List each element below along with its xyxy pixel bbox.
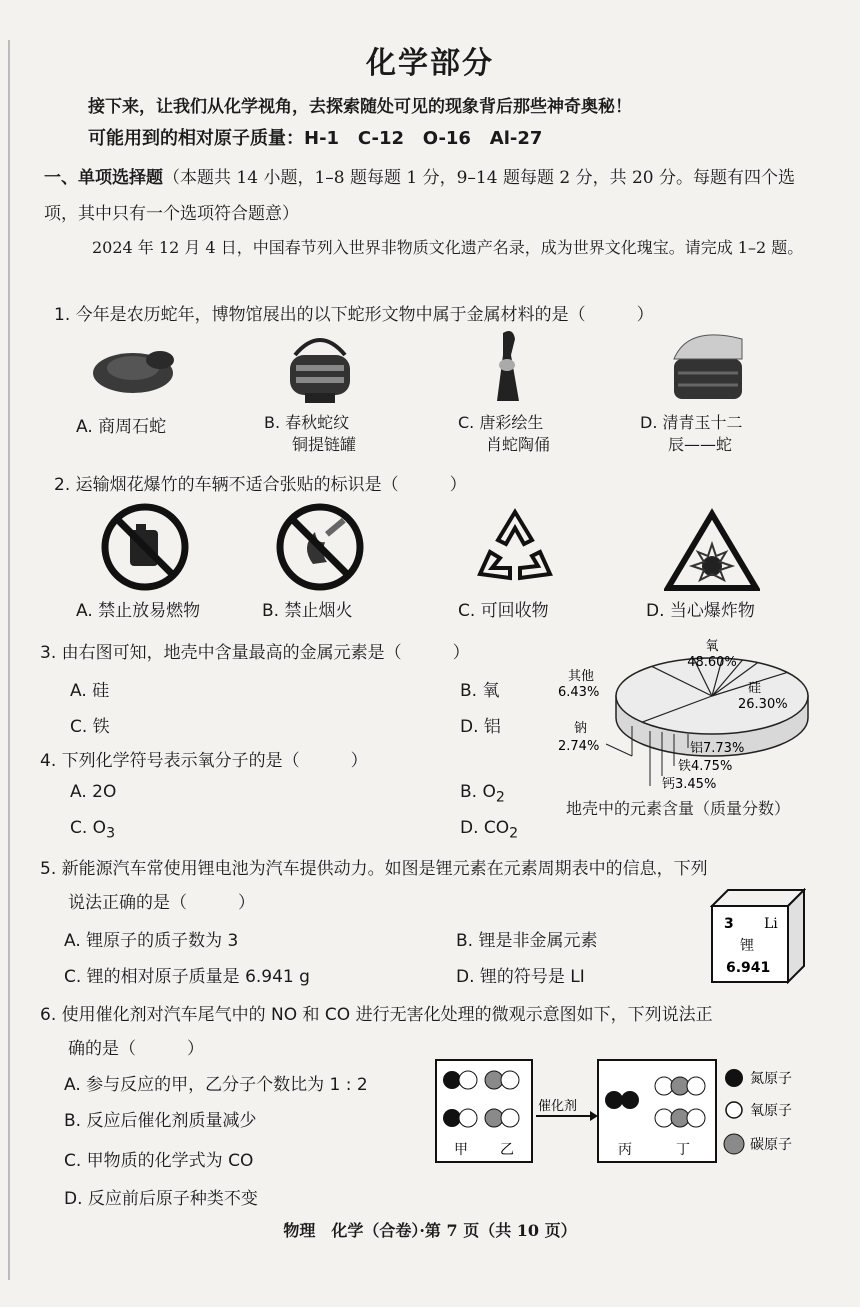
recycle-sign-icon (470, 502, 560, 592)
q6-option-b: B. 反应后催化剂质量减少 (64, 1111, 257, 1131)
li-atomic-number: 3 (724, 916, 734, 932)
pie-value-silicon: 26.30% (738, 697, 788, 712)
pie-label-calcium: 钙3.45% (662, 777, 717, 792)
pie-chart-caption: 地壳中的元素含量（质量分数） (566, 799, 791, 818)
q4-option-b (460, 782, 505, 805)
atomic-mass-values: H-1 C-12 O-16 Al-27 (304, 128, 543, 149)
q4-option-c-text: C. O (70, 818, 107, 838)
q4-option-b-sub: 2 (495, 789, 505, 806)
catalyst-label: 催化剂 (538, 1099, 578, 1114)
legend-carbon-label: 碳原子 (750, 1137, 792, 1153)
q2-stem: 2. 运输烟花爆竹的车辆不适合张贴的标识是（ ） (54, 475, 467, 495)
crust-element-pie-chart (550, 636, 840, 806)
q1-option-c-line1: C. 唐彩绘生 (458, 413, 544, 432)
q6-option-a: A. 参与反应的甲，乙分子个数比为 1 : 2 (64, 1075, 368, 1095)
q5-option-b: B. 锂是非金属元素 (456, 931, 598, 951)
legend-oxygen-label: 氧原子 (750, 1103, 792, 1119)
atomic-mass-label: 可能用到的相对原子质量： (88, 128, 304, 149)
li-symbol: Li (764, 916, 778, 932)
label-ding: 丁 (676, 1142, 690, 1158)
lithium-element-card (710, 888, 806, 984)
no-flammables-sign-icon (100, 502, 190, 592)
legend-oxygen-atom (726, 1102, 742, 1118)
q5-option-c: C. 锂的相对原子质量是 6.941 g (64, 967, 310, 987)
q2-option-d: D. 当心爆炸物 (646, 601, 755, 621)
q2-option-c: C. 可回收物 (458, 601, 549, 621)
context-paragraph: 2024 年 12 月 4 日，中国春节列入世界非物质文化遗产名录，成为世界文化瑰宝。请完成 1–2 题。 (92, 238, 804, 257)
pie-label-silicon: 硅 (748, 681, 762, 696)
q1-option-b (264, 412, 356, 456)
q4-option-c-sub: 3 (106, 825, 116, 842)
pie-label-oxygen: 氧 (705, 639, 719, 654)
q5-option-d: D. 锂的符号是 LI (456, 967, 585, 987)
pie-value-other: 6.43% (558, 685, 600, 700)
q3-option-b: B. 氧 (460, 681, 500, 701)
reaction-diagram (434, 1056, 814, 1168)
intro-text: 接下来，让我们从化学视角，去探索随处可见的现象背后那些神奇奥秘！ (88, 97, 632, 117)
section-title: 一、单项选择题 (44, 168, 163, 188)
label-bing: 丙 (618, 1142, 632, 1158)
q4-option-d-text: D. CO (460, 818, 510, 838)
q3-option-d: D. 铝 (460, 717, 501, 737)
q1-option-b-line2: 铜提链罐 (292, 435, 357, 454)
pie-label-sodium: 钠 (574, 721, 588, 736)
q5-stem-line1: 5. 新能源汽车常使用锂电池为汽车提供动力。如图是锂元素在元素周期表中的信息，下列 (40, 859, 708, 879)
q4-option-d (460, 818, 518, 841)
jade-snake-image (668, 325, 748, 405)
no-fire-sign-icon (275, 502, 365, 592)
q5-option-a: A. 锂原子的质子数为 3 (64, 931, 239, 951)
q4-option-a-text: A. 2O (70, 782, 117, 802)
q4-option-d-sub: 2 (509, 825, 519, 842)
q6-option-c: C. 甲物质的化学式为 CO (64, 1151, 254, 1171)
pie-label-aluminum: 铝7.73% (690, 741, 745, 756)
stone-snake-image (88, 338, 183, 398)
page-title: 化学部分 (366, 46, 494, 81)
section-heading (44, 160, 824, 232)
q1-option-c (458, 412, 550, 456)
legend-carbon-atom (724, 1134, 744, 1154)
q2-option-b: B. 禁止烟火 (262, 601, 353, 621)
pie-label-iron: 铁4.75% (678, 759, 733, 774)
page-footer: 物理 化学（合卷）·第 7 页（共 10 页） (283, 1221, 577, 1240)
q3-stem: 3. 由右图可知，地壳中含量最高的金属元素是（ ） (40, 643, 470, 663)
q1-option-d-line1: D. 清青玉十二 (640, 413, 743, 432)
q1-option-a: A. 商周石蛇 (76, 417, 167, 437)
q5-stem-line2: 说法正确的是（ ） (68, 893, 255, 913)
q3-option-c: C. 铁 (70, 717, 110, 737)
q1-option-c-line2: 肖蛇陶俑 (486, 435, 551, 454)
pottery-figure-image (485, 325, 530, 405)
q1-option-b-line1: B. 春秋蛇纹 (264, 413, 350, 432)
pie-label-other: 其他 (568, 669, 595, 684)
explosive-warning-sign-icon (664, 508, 760, 592)
pie-value-sodium: 2.74% (558, 739, 600, 754)
q4-option-b-text: B. O (460, 782, 496, 802)
q3-option-a: A. 硅 (70, 681, 110, 701)
legend-nitrogen-label: 氮原子 (750, 1071, 792, 1087)
q4-stem: 4. 下列化学符号表示氧分子的是（ ） (40, 751, 368, 771)
atomic-mass-line (88, 124, 542, 150)
pie-value-oxygen: 48.60% (687, 655, 737, 670)
q2-option-a: A. 禁止放易燃物 (76, 601, 201, 621)
q1-option-d-line2: 辰——蛇 (668, 435, 733, 454)
page-edge-line (8, 40, 10, 1280)
q6-stem-line1: 6. 使用催化剂对汽车尾气中的 NO 和 CO 进行无害化处理的微观示意图如下，下列说法正 (40, 1005, 713, 1025)
q6-stem-line2: 确的是（ ） (68, 1039, 204, 1059)
q4-option-c (70, 818, 115, 841)
li-name: 锂 (740, 938, 754, 954)
section-desc: （本题共 14 小题，1–8 题每题 1 分，9–14 题每题 2 分，共 20 分。每题有四个选项，其中只有一个选项符合题意） (44, 168, 796, 224)
li-atomic-mass: 6.941 (726, 960, 771, 976)
bronze-jar-image (280, 325, 360, 405)
q4-option-a (70, 782, 116, 805)
q1-stem: 1. 今年是农历蛇年，博物馆展出的以下蛇形文物中属于金属材料的是（ ） (54, 305, 654, 325)
q1-option-d (640, 412, 743, 456)
legend-nitrogen-atom (725, 1069, 743, 1087)
label-jia: 甲 (454, 1142, 468, 1158)
label-yi: 乙 (500, 1142, 514, 1158)
q6-option-d: D. 反应前后原子种类不变 (64, 1189, 258, 1209)
